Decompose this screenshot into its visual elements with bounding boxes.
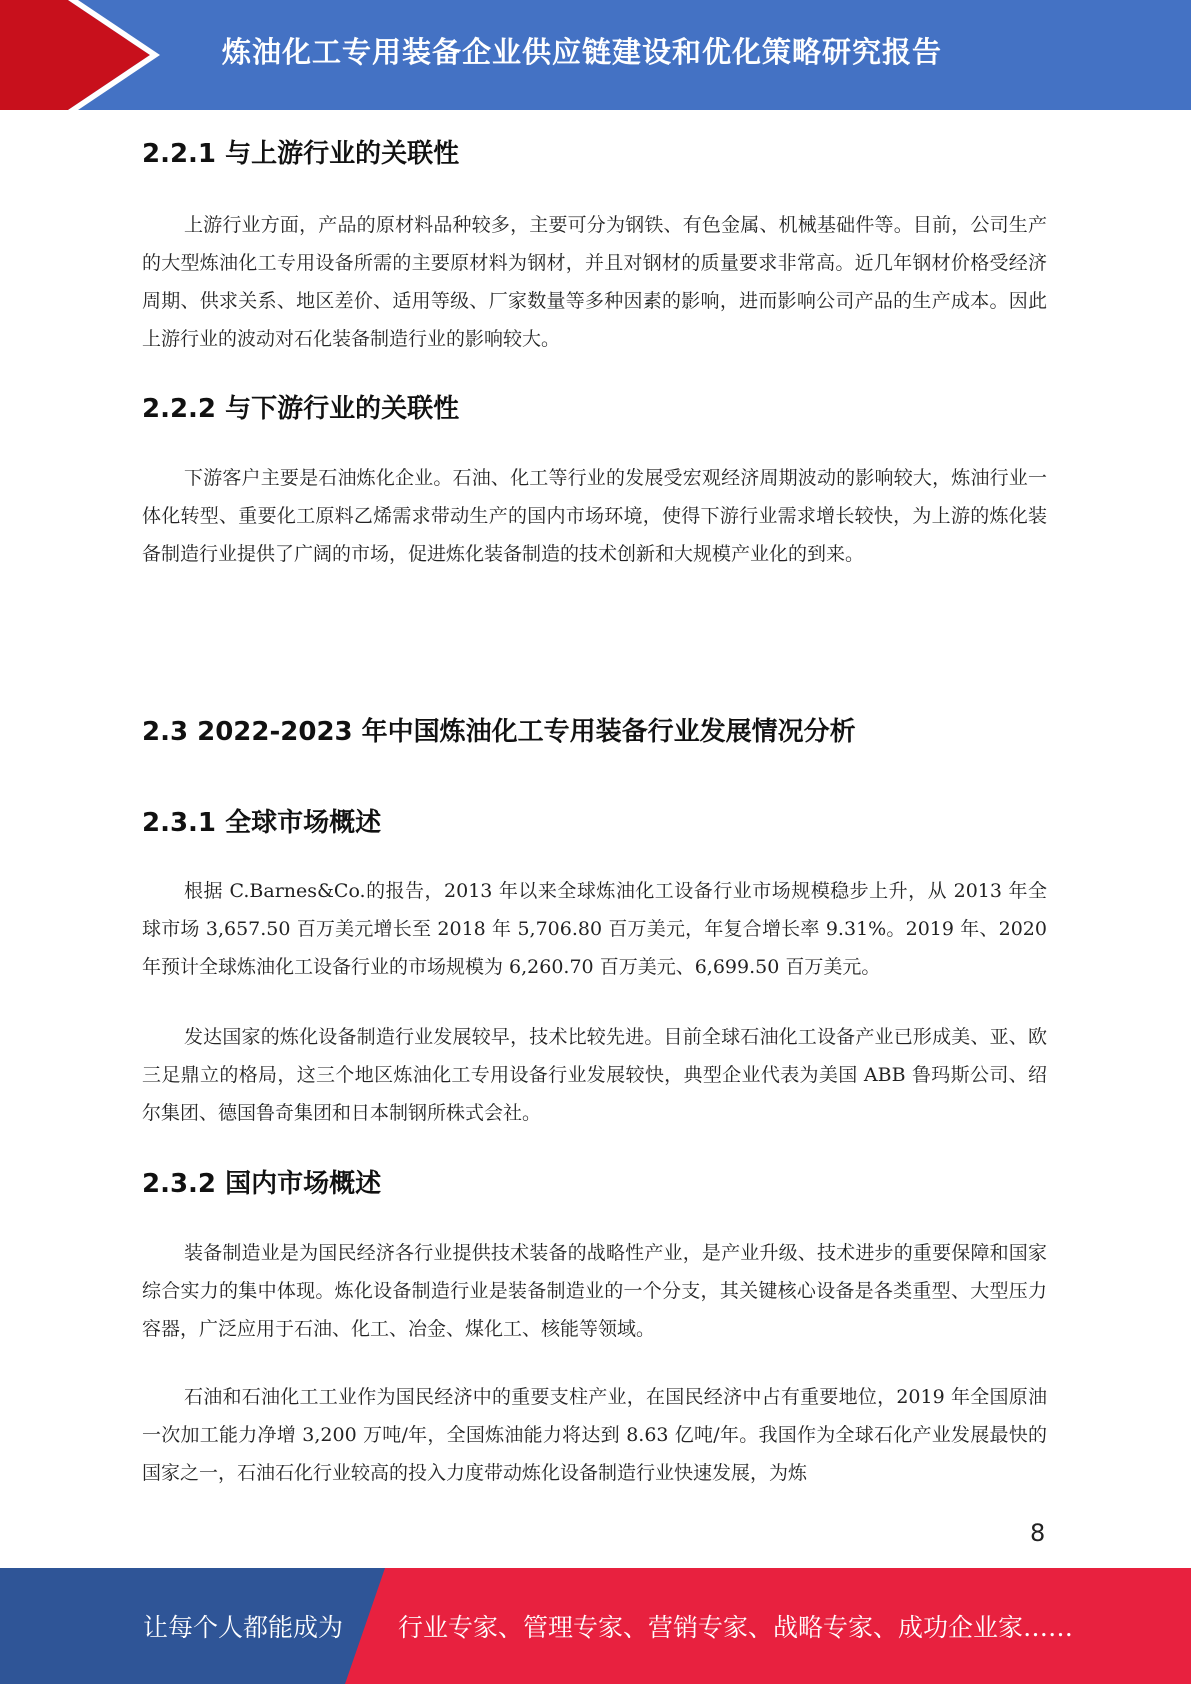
section-heading-2-2-2: 2.2.2 与下游行业的关联性 (142, 394, 460, 424)
footer-slogan-left: 让每个人都能成为 (143, 1613, 344, 1642)
header-banner (0, 0, 1191, 110)
paragraph: 发达国家的炼化设备制造行业发展较早，技术比较先进。目前全球石油化工设备产业已形成美、亚、欧三足鼎立的格局，这三个地区炼油化工专用设备行业发展较快，典型企业代表为美国 ABB 鲁玛斯公司、绍尔集团、德国鲁奇集团和日本制钢所株式会社。 (142, 1026, 1047, 1124)
section-heading-2-3: 2.3 2022-2023 年中国炼油化工专用装备行业发展情况分析 (142, 717, 856, 747)
paragraph: 根据 C.Barnes&Co.的报告，2013 年以来全球炼油化工设备行业市场规模稳步上升，从 2013 年全球市场 3,657.50 百万美元增长至 2018 年 5,706.80 百万美元，年复合增长率 9.31%。2019 年、2020 年预计全球炼油化工设备行业的市场规模为 6,260.70 百万美元、6,699.50 百万美元。 (142, 880, 1047, 978)
paragraph: 下游客户主要是石油炼化企业。石油、化工等行业的发展受宏观经济周期波动的影响较大，炼油行业一体化转型、重要化工原料乙烯需求带动生产的国内市场环境，使得下游行业需求增长较快，为上游的炼化装备制造行业提供了广阔的市场，促进炼化装备制造的技术创新和大规模产业化的到来。 (142, 467, 1047, 565)
report-title: 炼油化工专用装备企业供应链建设和优化策略研究报告 (222, 35, 943, 69)
footer-banner (0, 1568, 1191, 1684)
page-number: 8 (1030, 1519, 1046, 1547)
section-heading-2-3-2: 2.3.2 国内市场概述 (142, 1169, 382, 1199)
section-heading-2-2-1: 2.2.1 与上游行业的关联性 (142, 139, 460, 169)
paragraph: 上游行业方面，产品的原材料品种较多，主要可分为钢铁、有色金属、机械基础件等。目前，公司生产的大型炼油化工专用设备所需的主要原材料为钢材，并且对钢材的质量要求非常高。近几年钢材价格受经济周期、供求关系、地区差价、适用等级、厂家数量等多种因素的影响，进而影响公司产品的生产成本。因此上游行业的波动对石化装备制造行业的影响较大。 (142, 214, 1047, 350)
section-heading-2-3-1: 2.3.1 全球市场概述 (142, 808, 382, 838)
paragraph: 石油和石油化工工业作为国民经济中的重要支柱产业，在国民经济中占有重要地位，2019 年全国原油一次加工能力净增 3,200 万吨/年，全国炼油能力将达到 8.63 亿吨/年。我国作为全球石化产业发展最快的国家之一，石油石化行业较高的投入力度带动炼化设备制造行业快速发展，为炼 (142, 1386, 1047, 1484)
footer-slogan-right: 行业专家、管理专家、营销专家、战略专家、成功企业家…… (398, 1613, 1074, 1642)
paragraph: 装备制造业是为国民经济各行业提供技术装备的战略性产业，是产业升级、技术进步的重要保障和国家综合实力的集中体现。炼化设备制造行业是装备制造业的一个分支，其关键核心设备是各类重型、大型压力容器，广泛应用于石油、化工、冶金、煤化工、核能等领域。 (142, 1242, 1047, 1340)
chevron-decoration-icon (0, 0, 260, 110)
